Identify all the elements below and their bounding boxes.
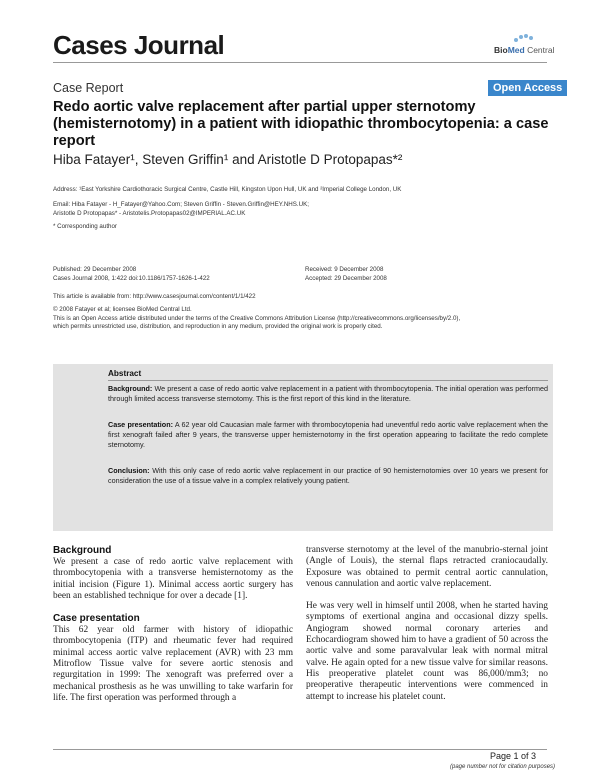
body-paragraph: This 62 year old farmer with history of idiopathic thrombocytopenia (ITP) and rheumatic fever had required minimal access aortic valve replacement (AVR) with 23 mm Mitroflow Tissue valve for severe aortic stenosis and regurgitation in 1999: The xenograft was preferred over a mechanical prosthesis as he was unwilling to take warfarin for life. The first operation was performed through a <box>53 625 293 703</box>
page-number-note: (page number not for citation purposes) <box>450 764 556 770</box>
page-number: Page 1 of 3 <box>490 751 537 761</box>
journal-title: Cases Journal <box>53 30 225 60</box>
logo-dots-icon <box>514 34 534 44</box>
article-title: Redo aortic valve replacement after partial upper sternotomy (hemisternotomy) in a patient with idiopathic thrombocytopenia: a case report <box>53 99 549 149</box>
abstract-heading: Abstract <box>108 369 142 378</box>
abstract-text: A 62 year old Caucasian male farmer with thrombocytopenia had uneventful redo aortic valve replacement when the first xenograft failed after 9 years, the transverse upper hemisternotomy in the first operation appearing to facilitate the redo complete sternotomy. <box>108 420 548 450</box>
body-left-column <box>53 545 293 715</box>
body-right-column <box>306 545 548 714</box>
license-line: This is an Open Access article distributed under the terms of the Creative Commons Attribution License (http://creativecommons.org/licenses/by/2.0), <box>53 314 461 322</box>
abstract-text: We present a case of redo aortic valve replacement in a patient with thrombocytopenia. The initial operation was performed through limited access transverse sternotomy. This is the first report of this kind in the literature. <box>108 384 548 404</box>
abstract-background <box>108 384 548 404</box>
history-info <box>305 266 545 283</box>
publication-info <box>53 266 293 283</box>
license-line: which permits unrestricted use, distribution, and reproduction in any medium, provided the original work is properly cited. <box>53 323 383 330</box>
abstract-box <box>53 364 553 531</box>
received-date: Received: 9 December 2008 <box>305 266 384 273</box>
footer-divider <box>53 749 547 750</box>
logo-text-med: Med <box>507 45 525 55</box>
body-paragraph: We present a case of redo aortic valve replacement with thrombocytopenia with a transverse hemisternotomy as the initial incision (Figure 1). Minimal access aortic surgery has been an established technique for over a decade [1]. <box>53 557 293 601</box>
section-heading-background: Background <box>53 545 112 556</box>
biomed-central-logo <box>494 34 554 56</box>
abstract-label: Case presentation: <box>108 420 173 429</box>
section-heading-case-presentation: Case presentation <box>53 613 140 625</box>
email-line: Email: Hiba Fatayer - H_Fatayer@Yahoo.Com; Steven Griffin - Steven.Griffin@HEY.NHS.UK; <box>53 201 309 208</box>
author-list: Hiba Fatayer¹, Steven Griffin¹ and Aristotle D Protopapas*² <box>53 152 403 167</box>
logo-text-bio: Bio <box>494 45 508 55</box>
abstract-divider <box>108 380 548 381</box>
abstract-label: Conclusion: <box>108 466 150 475</box>
corresponding-author-note: * Corresponding author <box>53 223 117 230</box>
copyright <box>53 306 553 332</box>
copyright-line: © 2008 Fatayer et al; licensee BioMed Central Ltd. <box>53 306 192 313</box>
body-paragraph: transverse sternotomy at the level of the manubrio-sternal joint (Angle of Louis), the sternal flaps retracted craniocaudally. Exposure was obtained to permit central aortic cannulation, venous cannulation and aortic valve replacement. <box>306 545 548 589</box>
header-divider <box>53 62 547 63</box>
article-type: Case Report <box>53 81 124 95</box>
author-address: Address: ¹East Yorkshire Cardiothoracic Surgical Centre, Castle Hill, Kingston Upon Hull, UK and ²Imperial College London, UK <box>53 186 402 193</box>
abstract-conclusion <box>108 466 548 486</box>
open-access-badge: Open Access <box>488 80 567 96</box>
author-emails <box>53 201 553 218</box>
logo-text-central: Central <box>524 45 555 55</box>
abstract-text: With this only case of redo aortic valve replacement in our practice of 90 hemisternotomies over 10 years we present for consideration the use of a tissue valve in a complex relatively young patient. <box>108 466 548 486</box>
published-date: Published: 29 December 2008 <box>53 266 137 273</box>
abstract-label: Background: <box>108 384 153 393</box>
abstract-case-presentation <box>108 420 548 451</box>
email-line: Aristotle D Protopapas* - Aristotelis.Protopapas02@IMPERIAL.AC.UK <box>53 209 246 217</box>
article-url: This article is available from: http://www.casesjournal.com/content/1/1/422 <box>53 293 256 300</box>
body-paragraph: He was very well in himself until 2008, when he started having symptoms of exertional angina and occasional dizzy spells. Angiogram showed normal coronary arteries and Echocardiogram showed him to have a gradient of 50 across the aortic valve and some paravalvular leak with normal mitral valve. He again opted for a new tissue valve for similar reasons. His preoperative platelet count was 86,000/mm3; no preoperative therapeutic interventions were commenced in attempt to increase his platelet count. <box>306 601 548 702</box>
citation: Cases Journal 2008, 1:422 doi:10.1186/1757-1626-1-422 <box>53 274 210 282</box>
accepted-date: Accepted: 29 December 2008 <box>305 274 387 282</box>
